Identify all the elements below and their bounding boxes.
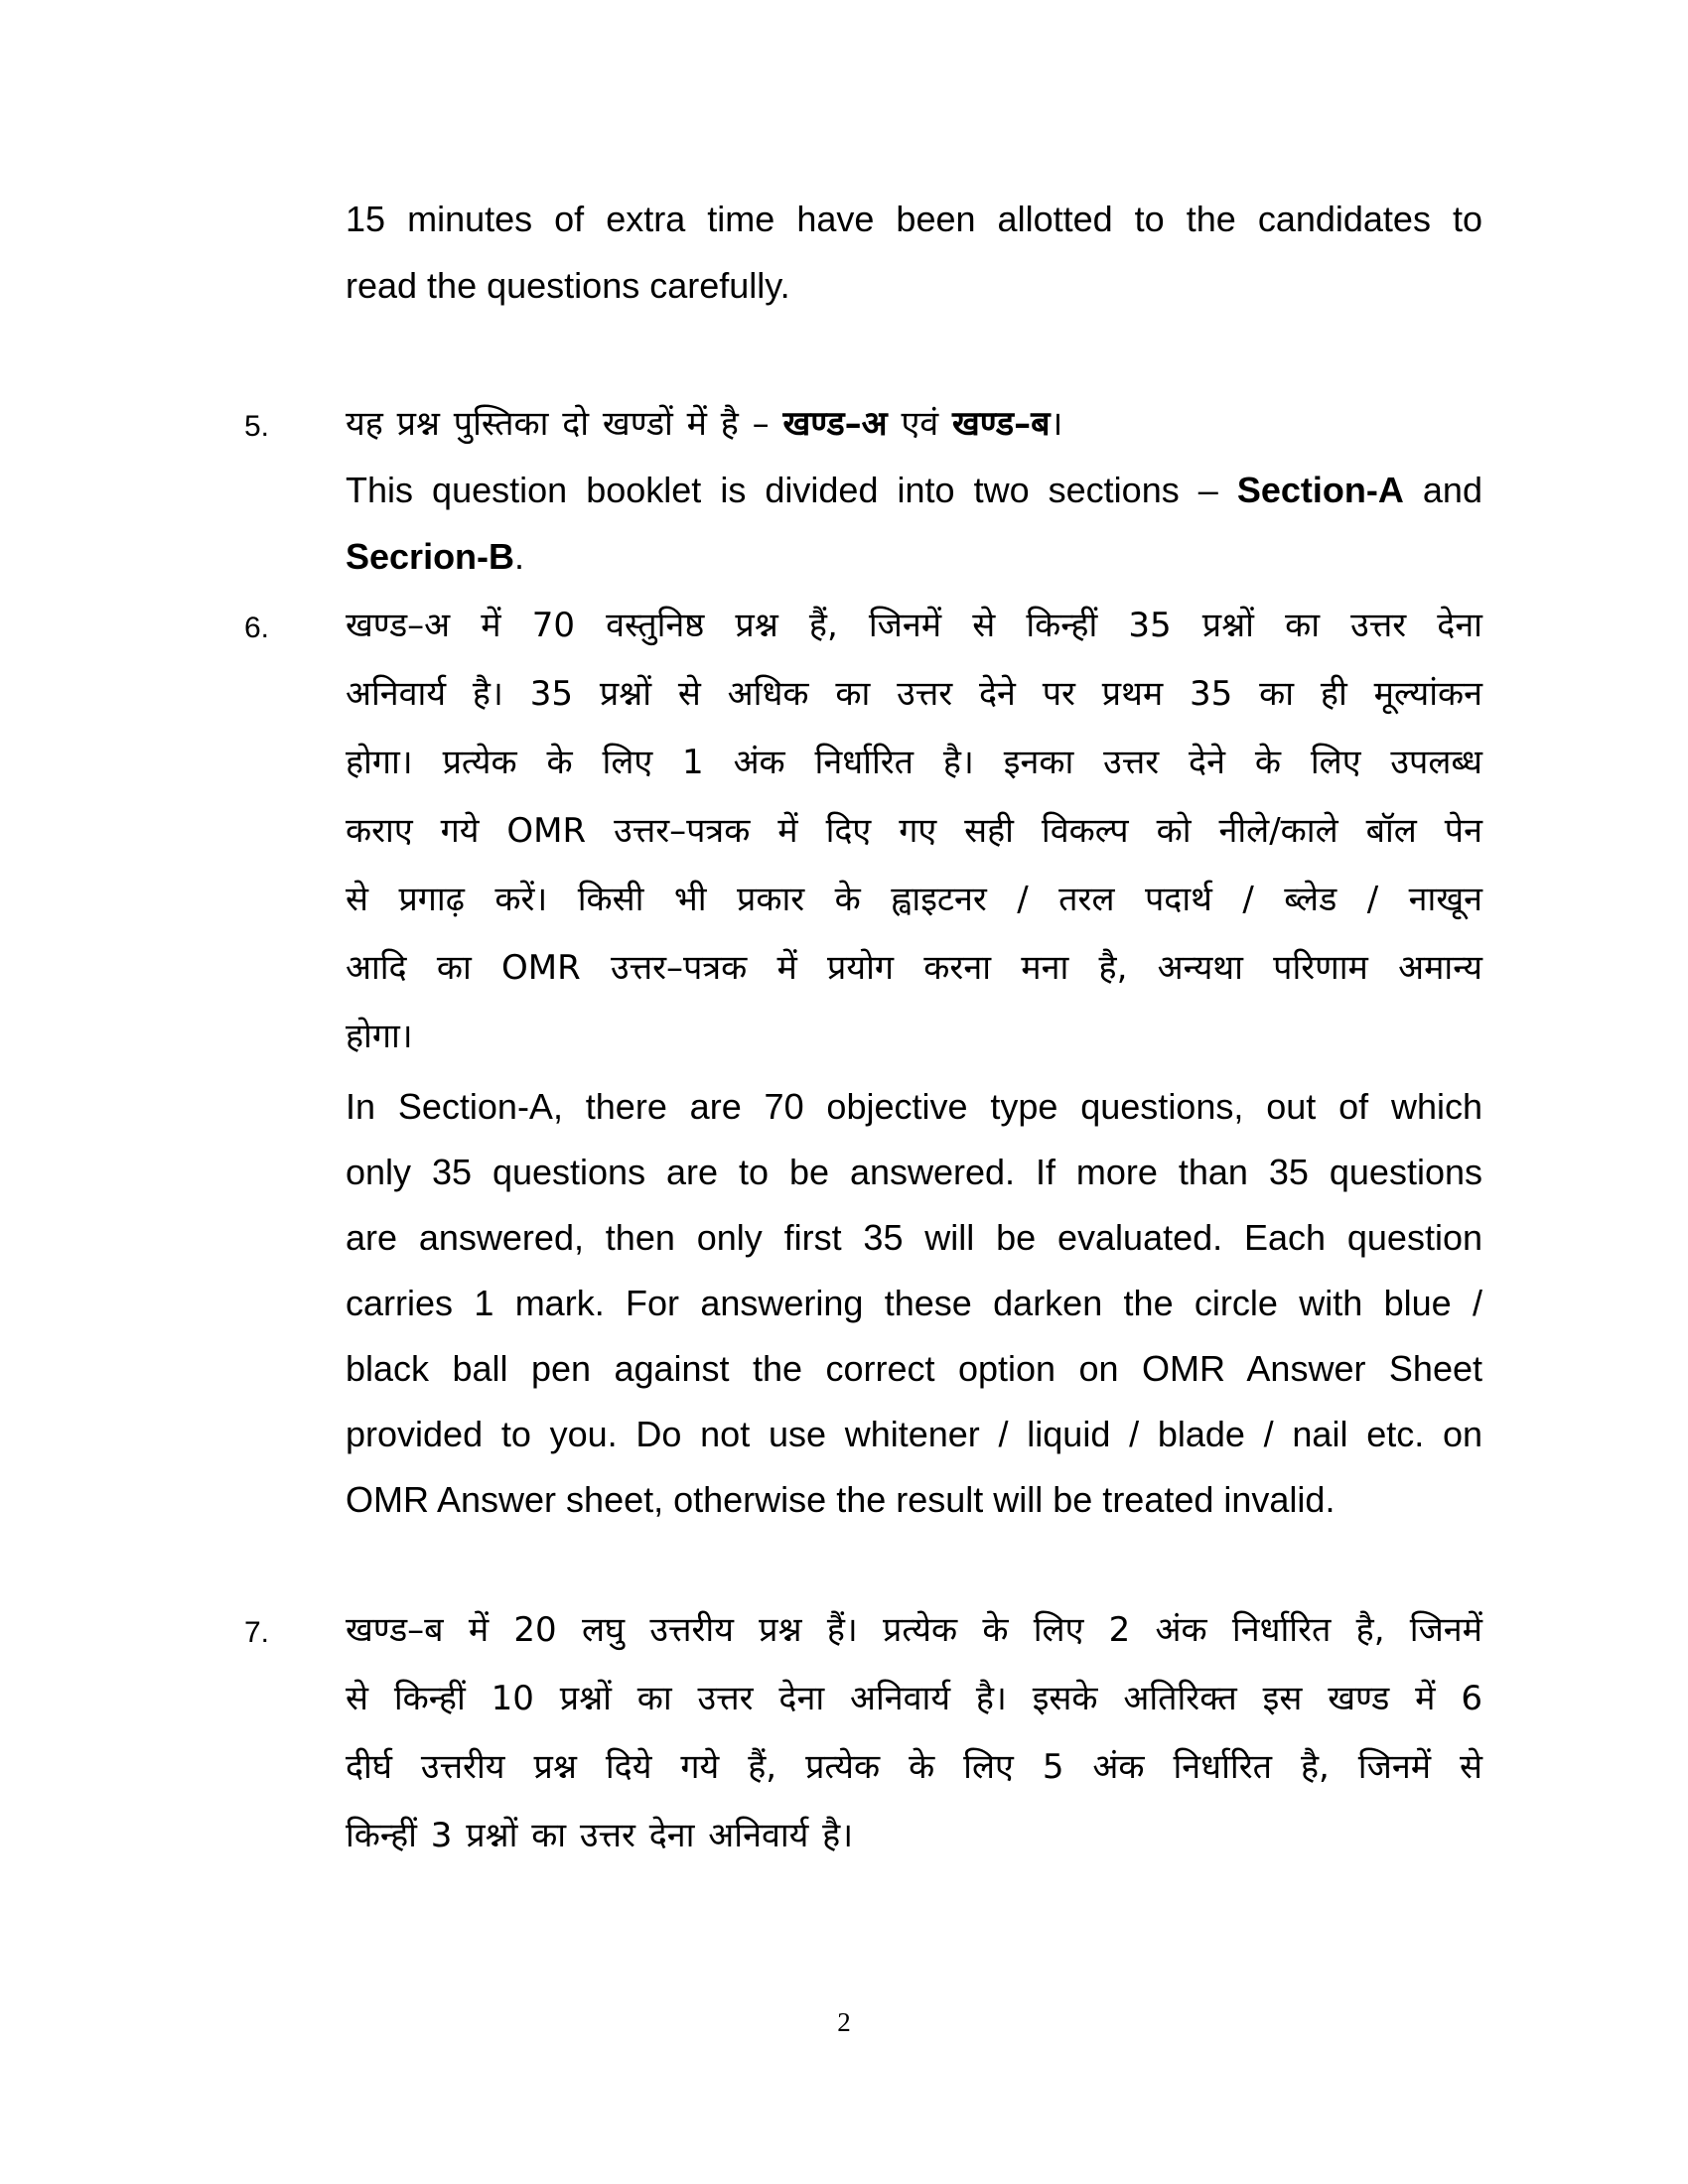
item-6-hindi-line-5: से प्रगाढ़ करें। किसी भी प्रकार के ह्वाइटनर / तरल पदार्थ / ब्लेड / नाखून bbox=[346, 880, 1482, 919]
item-5-english-section-a: Section-A bbox=[1236, 470, 1404, 510]
item-5-hindi-section-b: खण्ड–ब bbox=[951, 404, 1051, 444]
item-5-english-text: This question booklet is divided into two sections – bbox=[346, 470, 1218, 510]
item-7-hindi-line-1: खण्ड–ब में 20 लघु उत्तरीय प्रश्न हैं। प्रत्येक के लिए 2 अंक निर्धारित है, जिनमें bbox=[346, 1610, 1482, 1650]
intro-line-1: 15 minutes of extra time have been allotted to the candidates to bbox=[346, 199, 1482, 239]
item-6-english-line-7: OMR Answer sheet, otherwise the result will be treated invalid. bbox=[346, 1479, 1336, 1520]
page-number: 2 bbox=[837, 2007, 851, 2037]
item-5-english-and: and bbox=[1422, 470, 1482, 510]
item-7-hindi-line-4: किन्हीं 3 प्रश्नों का उत्तर देना अनिवार्य है। bbox=[346, 1816, 854, 1855]
item-7-hindi-line-3: दीर्घ उत्तरीय प्रश्न दिये गये हैं, प्रत्येक के लिए 5 अंक निर्धारित है, जिनमें से bbox=[346, 1747, 1482, 1787]
item-6-hindi-line-6: आदि का OMR उत्तर–पत्रक में प्रयोग करना मना है, अन्यथा परिणाम अमान्य bbox=[346, 948, 1482, 988]
item-6-english-line-5: black ball pen against the correct option on OMR Answer Sheet bbox=[346, 1348, 1482, 1389]
item-6-number: 6. bbox=[244, 612, 270, 644]
item-6-english-line-6: provided to you. Do not use whitener / liquid / blade / nail etc. on bbox=[346, 1414, 1482, 1454]
item-5-hindi-end: । bbox=[1050, 404, 1063, 444]
item-5-english bbox=[346, 467, 1482, 514]
item-6-english-line-4: carries 1 mark. For answering these darken the circle with blue / bbox=[346, 1283, 1482, 1323]
item-6-hindi-line-7: होगा। bbox=[346, 1017, 413, 1056]
item-6-hindi-line-3: होगा। प्रत्येक के लिए 1 अंक निर्धारित है। इनका उत्तर देने के लिए उपलब्ध bbox=[346, 743, 1482, 782]
item-5-english-line-2 bbox=[346, 533, 1482, 581]
item-5-number: 5. bbox=[244, 410, 270, 443]
item-6-hindi-line-1: खण्ड–अ में 70 वस्तुनिष्ठ प्रश्न हैं, जिनमें से किन्हीं 35 प्रश्नों का उत्तर देना bbox=[346, 606, 1482, 645]
item-5-english-section-b: Secrion-B bbox=[346, 536, 515, 577]
item-5-hindi bbox=[346, 400, 1482, 448]
item-5-english-end: . bbox=[514, 536, 525, 577]
item-7-number: 7. bbox=[244, 1616, 270, 1649]
item-5-hindi-section-a: खण्ड–अ bbox=[782, 404, 888, 444]
item-6-english-line-2: only 35 questions are to be answered. If more than 35 questions bbox=[346, 1152, 1482, 1192]
item-6-english-line-1: In Section-A, there are 70 objective type questions, out of which bbox=[346, 1086, 1482, 1127]
item-5-hindi-and: एवं bbox=[901, 404, 939, 444]
intro-line-2: read the questions carefully. bbox=[346, 265, 790, 306]
item-6-hindi-line-4: कराए गये OMR उत्तर–पत्रक में दिए गए सही विकल्प को नीले/काले बॉल पेन bbox=[346, 811, 1482, 851]
item-6-english-line-3: are answered, then only first 35 will be evaluated. Each question bbox=[346, 1217, 1482, 1258]
item-7-hindi-line-2: से किन्हीं 10 प्रश्नों का उत्तर देना अनिवार्य है। इसके अतिरिक्त इस खण्ड में 6 bbox=[346, 1679, 1482, 1718]
item-5-hindi-text: यह प्रश्न पुस्तिका दो खण्डों में है – bbox=[346, 404, 770, 444]
item-6-hindi-line-2: अनिवार्य है। 35 प्रश्नों से अधिक का उत्तर देने पर प्रथम 35 का ही मूल्यांकन bbox=[346, 674, 1482, 714]
